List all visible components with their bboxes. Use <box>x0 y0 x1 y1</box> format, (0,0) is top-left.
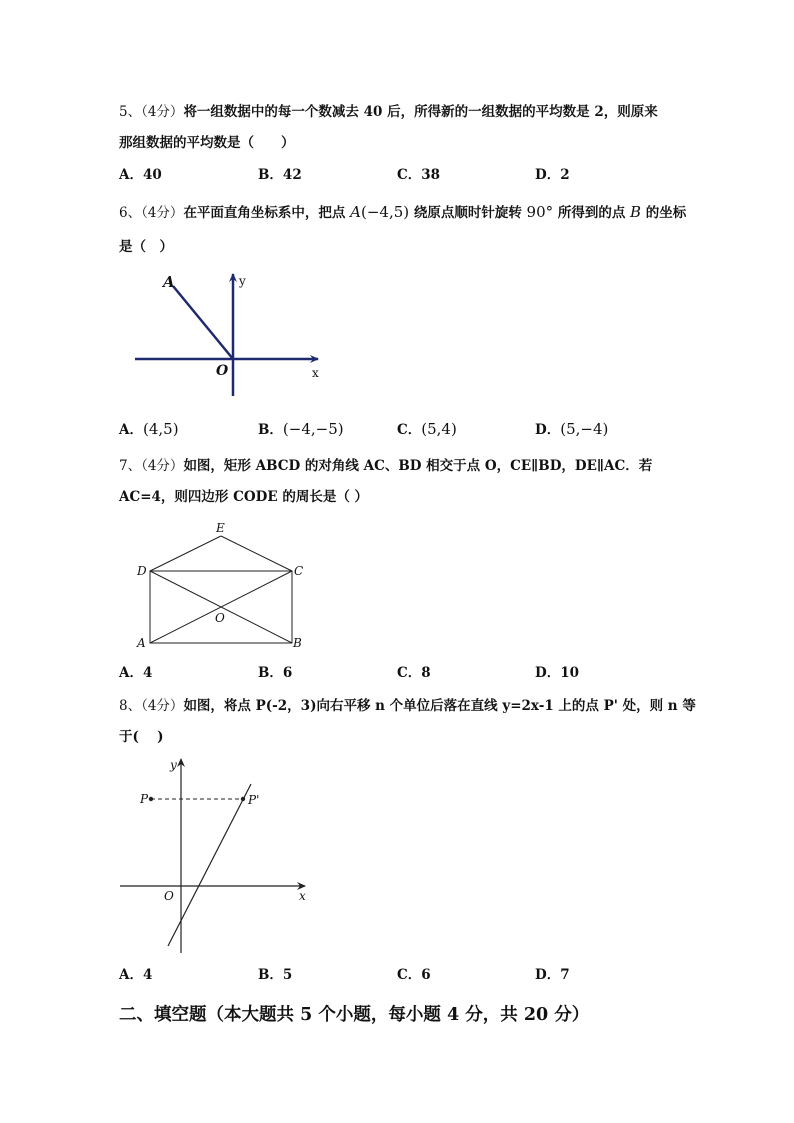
q7-label-d: D <box>137 564 147 578</box>
q7-label-o: O <box>215 611 225 625</box>
q7-option-b: B．6 <box>258 665 293 681</box>
q6-figure <box>130 270 330 400</box>
q8-point-p-prime <box>241 797 245 801</box>
q5-option-d: D．2 <box>535 167 570 183</box>
q6-coord-a: (−4,5) <box>360 203 410 221</box>
q8-option-d: D．7 <box>535 967 570 983</box>
q5-line2: 那组数据的平均数是（ ） <box>119 135 295 151</box>
q5-number: 5 <box>119 104 128 120</box>
q7-option-a: A．4 <box>119 665 153 681</box>
q6-segment-oa <box>173 286 233 359</box>
q6-option-c: C．(5,4) <box>397 420 457 438</box>
q5-text-1: 将一组数据中的每一个数减去 40 后，所得新的一组数据的平均数是 2，则原来 <box>183 104 658 120</box>
q7-segment-de <box>150 536 221 571</box>
q6-label-o: O <box>216 363 229 379</box>
q5-option-b: B．42 <box>258 167 302 183</box>
q8-label-x: x <box>299 889 306 903</box>
q6-label-x: x <box>312 366 319 380</box>
q5-option-c: C．38 <box>397 167 441 183</box>
q8-option-c: C．6 <box>397 967 431 983</box>
q7-line2: AC=4，则四边形 CODE 的周长是（ ） <box>119 489 369 505</box>
q6-line1: 6、（4分）在平面直角坐标系中，把点 A(−4,5) 绕原点顺时针旋转 90° 所得到的点 B 的坐标 <box>119 203 687 221</box>
q8-option-a: A．4 <box>119 967 153 983</box>
q7-label-b: B <box>293 636 302 650</box>
q6-line2: 是（ ） <box>119 239 173 255</box>
q5-points: 、（4分） <box>127 104 184 120</box>
q8-figure <box>115 755 315 955</box>
q8-line1: 8、（4分）如图，将点 P(-2，3)向右平移 n 个单位后落在直线 y=2x-1 上的点 P' 处，则 n 等 <box>119 698 696 714</box>
q8-point-p <box>149 797 153 801</box>
q6-point-b: B <box>630 203 642 221</box>
q6-angle: 90° <box>526 203 554 221</box>
q7-label-c: C <box>294 564 304 578</box>
q8-option-b: B．5 <box>258 967 293 983</box>
q7-segment-ce <box>221 536 292 571</box>
q7-figure <box>130 518 320 653</box>
q8-label-o: O <box>164 889 174 903</box>
q5-option-a: A．40 <box>119 167 162 183</box>
q7-option-d: D．10 <box>535 665 580 681</box>
q7-label-e: E <box>216 521 225 535</box>
q8-line2: 于( ) <box>119 729 164 745</box>
q6-label-a: A <box>163 273 175 291</box>
q7-line1: 7、（4分）如图，矩形 ABCD 的对角线 AC、BD 相交于点 O，CE∥BD，DE∥AC．若 <box>119 458 653 474</box>
q8-label-p-prime: P' <box>248 793 260 807</box>
q6-option-a: A．(4,5) <box>119 420 179 438</box>
q6-option-d: D．(5,−4) <box>535 420 609 438</box>
q5-line1 <box>119 103 658 121</box>
q6-option-b: B．(−4,−5) <box>258 420 344 438</box>
q6-label-y: y <box>239 274 246 288</box>
q7-option-c: C．8 <box>397 665 431 681</box>
q8-label-p: P <box>140 792 149 806</box>
q6-point-a: A <box>350 203 361 221</box>
q8-label-y: y <box>170 758 177 772</box>
q7-label-a: A <box>137 636 146 650</box>
section-2-title: 二、填空题（本大题共 5 个小题，每小题 4 分，共 20 分） <box>119 1005 590 1025</box>
